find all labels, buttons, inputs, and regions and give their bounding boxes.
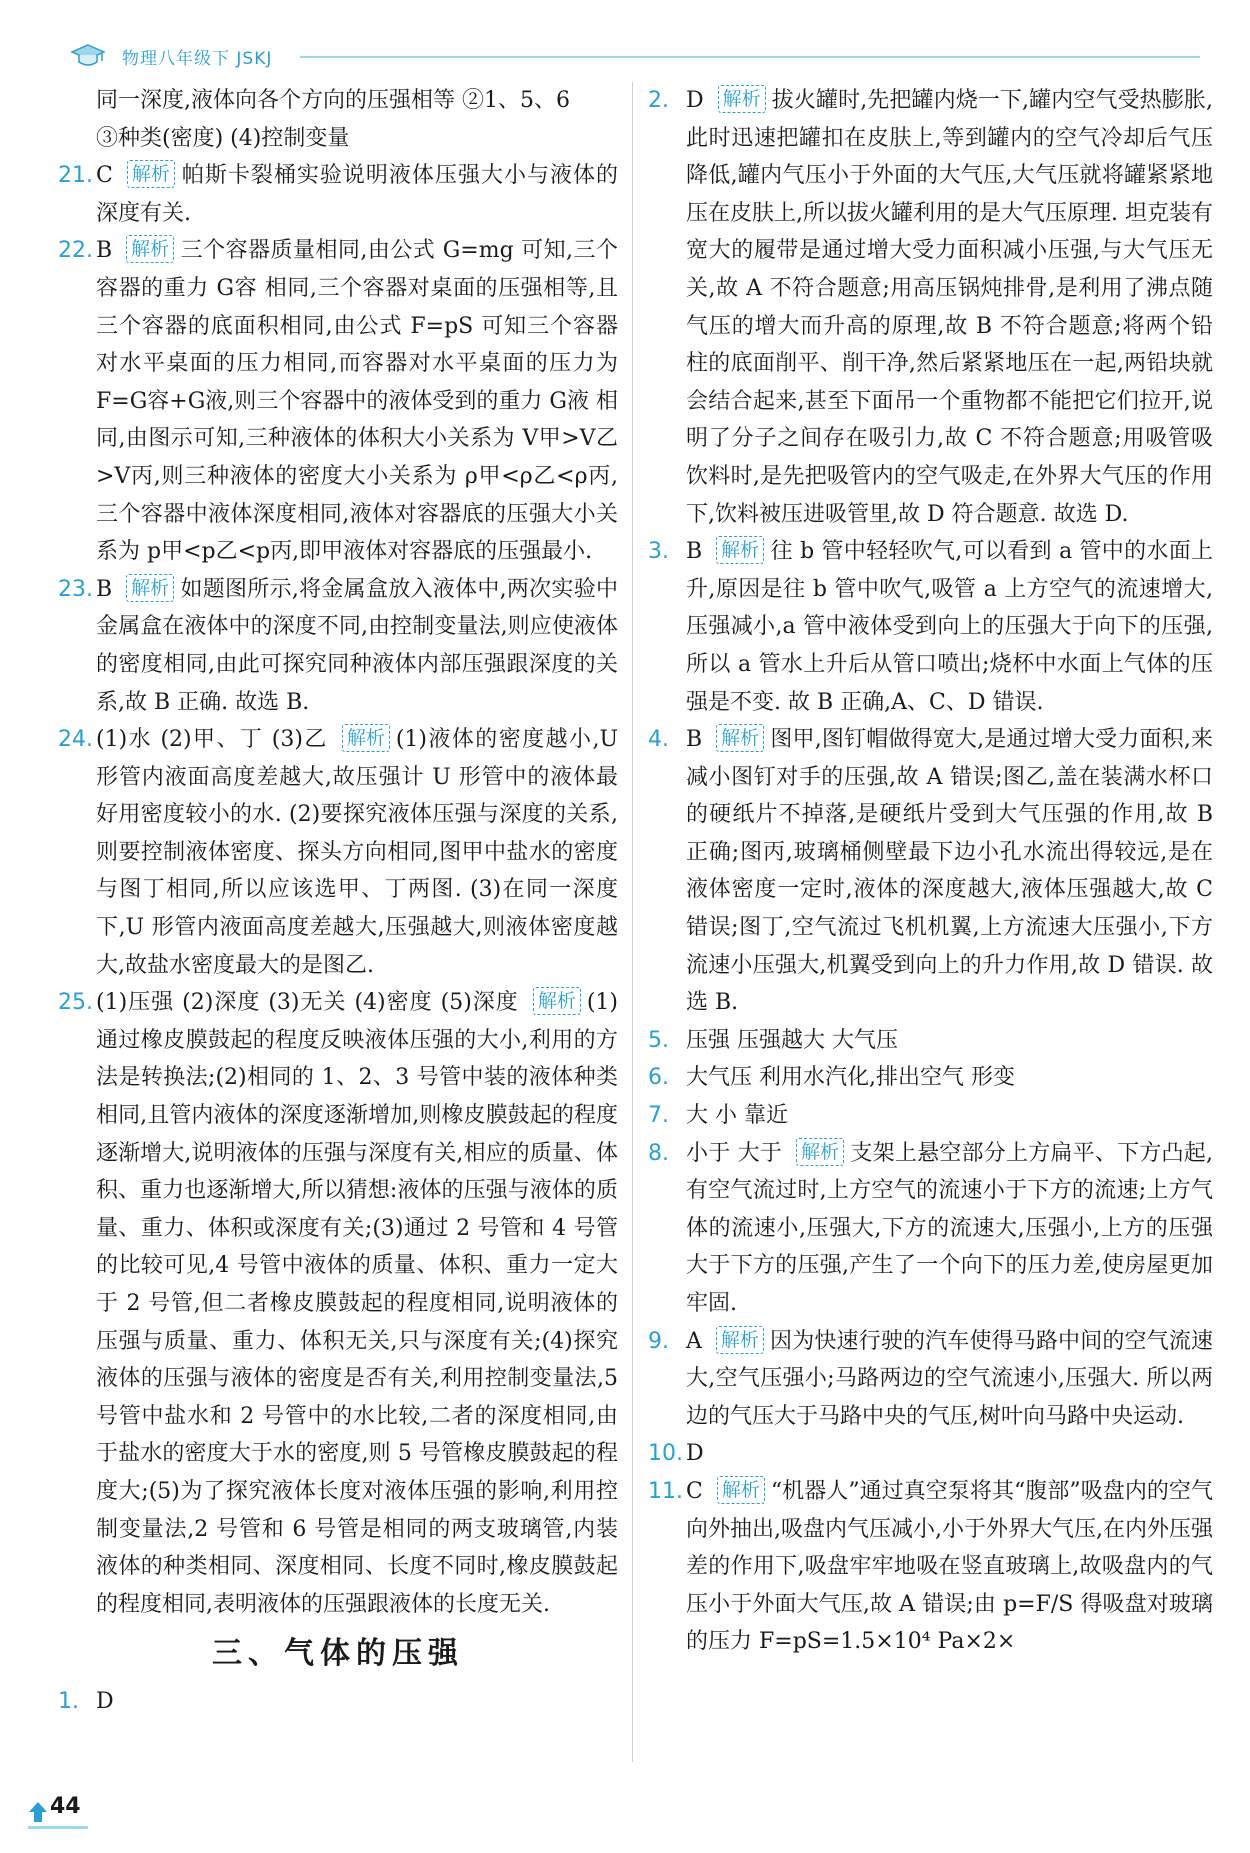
item-number: 4. bbox=[648, 727, 669, 753]
answer-item-7 bbox=[648, 1097, 1213, 1135]
item-number: 21. bbox=[58, 163, 93, 189]
item-answer: B bbox=[686, 727, 703, 753]
item-answer: 小于 大于 bbox=[686, 1140, 783, 1166]
item-text: 三个容器质量相同,由公式 G=mg 可知,三个容器的重力 G容 相同,三个容器对桌面的压强相等,且三个容器的底面积相同,由公式 F=pS 可知三个容器对水平桌面的压力相同,而容器对水平桌面的压力为 F=G容+G液,则三个容器中的液体受到的重力 G液 相同,由图示可知,三种液体的体积大小关系为 V甲>V乙>V丙,则三种液体的密度大小关系为 ρ甲<ρ乙<ρ丙,三个容器中液体深度相同,液体对容器底的压强大小关系为 p甲<p乙<p丙,即甲液体对容器底的压强最小. bbox=[96, 238, 618, 565]
house-arrow-icon bbox=[28, 1800, 48, 1824]
item-answer: C bbox=[686, 1478, 703, 1504]
answer-item-21 bbox=[58, 157, 618, 232]
analysis-tag: 解析 bbox=[718, 85, 766, 113]
item-answer: A bbox=[686, 1328, 702, 1354]
answer-item-11 bbox=[648, 1473, 1213, 1661]
answer-item-1 bbox=[58, 1683, 618, 1721]
answer-item-10 bbox=[648, 1435, 1213, 1473]
header-title: 物理八年级下 JSKJ bbox=[122, 49, 273, 69]
continued-line: ③种类(密度) (4)控制变量 bbox=[96, 125, 350, 151]
analysis-tag: 解析 bbox=[126, 235, 174, 263]
answer-item-24 bbox=[58, 721, 618, 984]
item-number: 5. bbox=[648, 1027, 669, 1053]
item-answer: D bbox=[96, 1689, 114, 1715]
item-number: 6. bbox=[648, 1065, 669, 1091]
item-text: 图甲,图钉帽做得宽大,是通过增大受力面积,来减小图钉对手的压强,故 A 错误;图乙,盖在装满水杯口的硬纸片不掉落,是硬纸片受到大气压强的作用,故 B 正确;图丙,玻璃桶侧壁最下边小孔水流出得较远,是在液体密度一定时,液体的深度越大,液体压强越大,故 C 错误;图丁,空气流过飞机机翼,上方流速大压强小,下方流速小压强大,机翼受到向上的升力作用,故 D 错误. 故选 B. bbox=[686, 727, 1213, 1016]
item-number: 2. bbox=[648, 88, 669, 113]
answer-item-3 bbox=[648, 533, 1213, 721]
analysis-tag: 解析 bbox=[126, 574, 174, 602]
page-footer bbox=[28, 1792, 108, 1832]
item-number: 25. bbox=[58, 990, 93, 1016]
item-number: 23. bbox=[58, 576, 93, 602]
item-answer: 压强 压强越大 大气压 bbox=[686, 1027, 898, 1053]
analysis-tag: 解析 bbox=[716, 724, 764, 752]
continued-line: 同一深度,液体向各个方向的压强相等 ②1、5、6 bbox=[96, 88, 570, 113]
item-answer: 大气压 利用水汽化,排出空气 形变 bbox=[686, 1065, 1015, 1091]
answer-item-2 bbox=[648, 82, 1213, 533]
item-answer: B bbox=[96, 238, 113, 264]
answer-item-22 bbox=[58, 232, 618, 570]
item-text: (1)通过橡皮膜鼓起的程度反映液体压强的大小,利用的方法是转换法;(2)相同的 1、2、3 号管中装的液体种类相同,且管内液体的深度逐渐增加,则橡皮膜鼓起的程度逐渐增大,说明液体的压强与深度有关,相应的质量、体积、重力也逐渐增大,所以猜想:液体的压强与液体的质量、重力、体积或深度有关;(3)通过 2 号管和 4 号管的比较可见,4 号管中液体的质量、体积、重力一定大于 2 号管,但二者橡皮膜鼓起的程度相同,说明液体的压强与质量、重力、体积无关,只与深度有关;(4)探究液体的压强与液体的密度是否有关,利用控制变量法,5 号管中盐水和 2 号管中的水比较,二者的深度相同,由于盐水的密度大于水的密度,则 5 号管橡皮膜鼓起的程度大;(5)为了探究液体长度对液体压强的影响,利用控制变量法,2 号管和 6 号管是相同的两支玻璃管,内装液体的种类相同、深度相同、长度不同时,橡皮膜鼓起的程度相同,表明液体的压强跟液体的长度无关. bbox=[96, 990, 618, 1617]
analysis-tag: 解析 bbox=[127, 160, 175, 188]
item-text: 支架上悬空部分上方扁平、下方凸起,有空气流过时,上方空气的流速小于下方的流速;上方气体的流速小,压强大,下方的流速大,压强小,上方的压强大于下方的压强,产生了一个向下的压力差,使房屋更加牢固. bbox=[686, 1140, 1214, 1316]
answer-item-9 bbox=[648, 1323, 1213, 1436]
item-number: 7. bbox=[648, 1103, 669, 1129]
item-answer: (1)压强 (2)深度 (3)无关 (4)密度 (5)深度 bbox=[96, 990, 519, 1016]
analysis-tag: 解析 bbox=[717, 1476, 765, 1504]
item-number: 24. bbox=[58, 727, 93, 753]
answer-item-4 bbox=[648, 721, 1213, 1022]
item-number: 10. bbox=[648, 1441, 683, 1467]
analysis-tag: 解析 bbox=[342, 724, 390, 752]
answer-item-5 bbox=[648, 1022, 1213, 1060]
section-title: 三、气体的压强 bbox=[212, 1636, 464, 1672]
answer-item-6 bbox=[648, 1059, 1213, 1097]
analysis-tag: 解析 bbox=[796, 1138, 844, 1166]
item-answer: D bbox=[686, 88, 704, 113]
page-number: 44 bbox=[50, 1794, 81, 1819]
item-number: 9. bbox=[648, 1328, 669, 1354]
header-rule bbox=[300, 56, 1200, 58]
item-answer: C bbox=[96, 163, 113, 189]
column-divider bbox=[632, 82, 633, 1762]
graduation-cap-icon bbox=[70, 42, 106, 70]
analysis-tag: 解析 bbox=[533, 987, 581, 1015]
answer-item-8 bbox=[648, 1135, 1213, 1323]
item-number: 8. bbox=[648, 1140, 669, 1166]
item-text: (1)液体的密度越小,U 形管内液面高度差越大,故压强计 U 形管中的液体最好用密度较小的水. (2)要探究液体压强与深度的关系,则要控制液体密度、探头方向相同,图甲中盐水的密度与图丁相同,所以应该选甲、丁两图. (3)在同一深度下,U 形管内液面高度差越大,压强越大,则液体密度越大,故盐水密度最大的是图乙. bbox=[96, 727, 618, 978]
left-column bbox=[58, 82, 618, 1721]
item-text: 帕斯卡裂桶实验说明液体压强大小与液体的深度有关. bbox=[96, 163, 618, 226]
footer-rule bbox=[28, 1826, 88, 1829]
answer-item-23 bbox=[58, 571, 618, 721]
item-answer: B bbox=[686, 539, 703, 565]
item-text: 如题图所示,将金属盒放入液体中,两次实验中金属盒在液体中的深度不同,由控制变量法,则应使液体的密度相同,由此可探究同种液体内部压强跟深度的关系,故 B 正确. 故选 B. bbox=[96, 576, 618, 715]
right-column bbox=[648, 82, 1213, 1661]
item-text: 因为快速行驶的汽车使得马路中间的空气流速大,空气压强小;马路两边的空气流速小,压强大. 所以两边的气压大于马路中央的气压,树叶向马路中央运动. bbox=[686, 1328, 1213, 1429]
item-number: 22. bbox=[58, 238, 93, 264]
item-text: “机器人”通过真空泵将其“腹部”吸盘内的空气向外抽出,吸盘内气压减小,小于外界大气压,在内外压强差的作用下,吸盘牢牢地吸在竖直玻璃上,故吸盘内的气压小于外面大气压,故 A 错误;由 p=F/S 得吸盘对玻璃的压力 F=pS=1.5×10⁴ Pa×2× bbox=[686, 1478, 1213, 1655]
item-number: 3. bbox=[648, 539, 669, 565]
item-text: 往 b 管中轻轻吹气,可以看到 a 管中的水面上升,原因是往 b 管中吹气,吸管 a 上方空气的流速增大,压强减小,a 管中液体受到向上的压强大于向下的压强,所以 a 管水上升后从管口喷出;烧杯中水面上气体的压强是不变. 故 B 正确,A、C、D 错误. bbox=[686, 539, 1213, 715]
analysis-tag: 解析 bbox=[716, 536, 764, 564]
item-answer: (1)水 (2)甲、丁 (3)乙 bbox=[96, 727, 328, 753]
item-answer: 大 小 靠近 bbox=[686, 1103, 788, 1129]
item-text: 拔火罐时,先把罐内烧一下,罐内空气受热膨胀,此时迅速把罐扣在皮肤上,等到罐内的空气冷却后气压降低,罐内气压小于外面的大气压,大气压就将罐紧紧地压在皮肤上,所以拔火罐利用的是大气压原理. 坦克装有宽大的履带是通过增大受力面积减小压强,与大气压无关,故 A 不符合题意;用高压锅炖排骨,是利用了沸点随气压的增大而升高的原理,故 B 不符合题意;将两个铅柱的底面削平、削干净,然后紧紧地压在一起,两铅块就会结合起来,甚至下面吊一个重物都不能把它们拉开,说明了分子之间存在吸引力,故 C 不符合题意;用吸管吸饮料时,是先把吸管内的空气吸走,在外界大气压的作用下,饮料被压进吸管里,故 D 符合题意. 故选 D. bbox=[686, 88, 1213, 527]
analysis-tag: 解析 bbox=[716, 1326, 764, 1354]
item-answer: D bbox=[686, 1441, 704, 1467]
item-number: 1. bbox=[58, 1689, 79, 1715]
page-header bbox=[70, 42, 1200, 72]
item-number: 11. bbox=[648, 1478, 683, 1504]
answer-item-25 bbox=[58, 984, 618, 1623]
item-answer: B bbox=[96, 576, 113, 602]
